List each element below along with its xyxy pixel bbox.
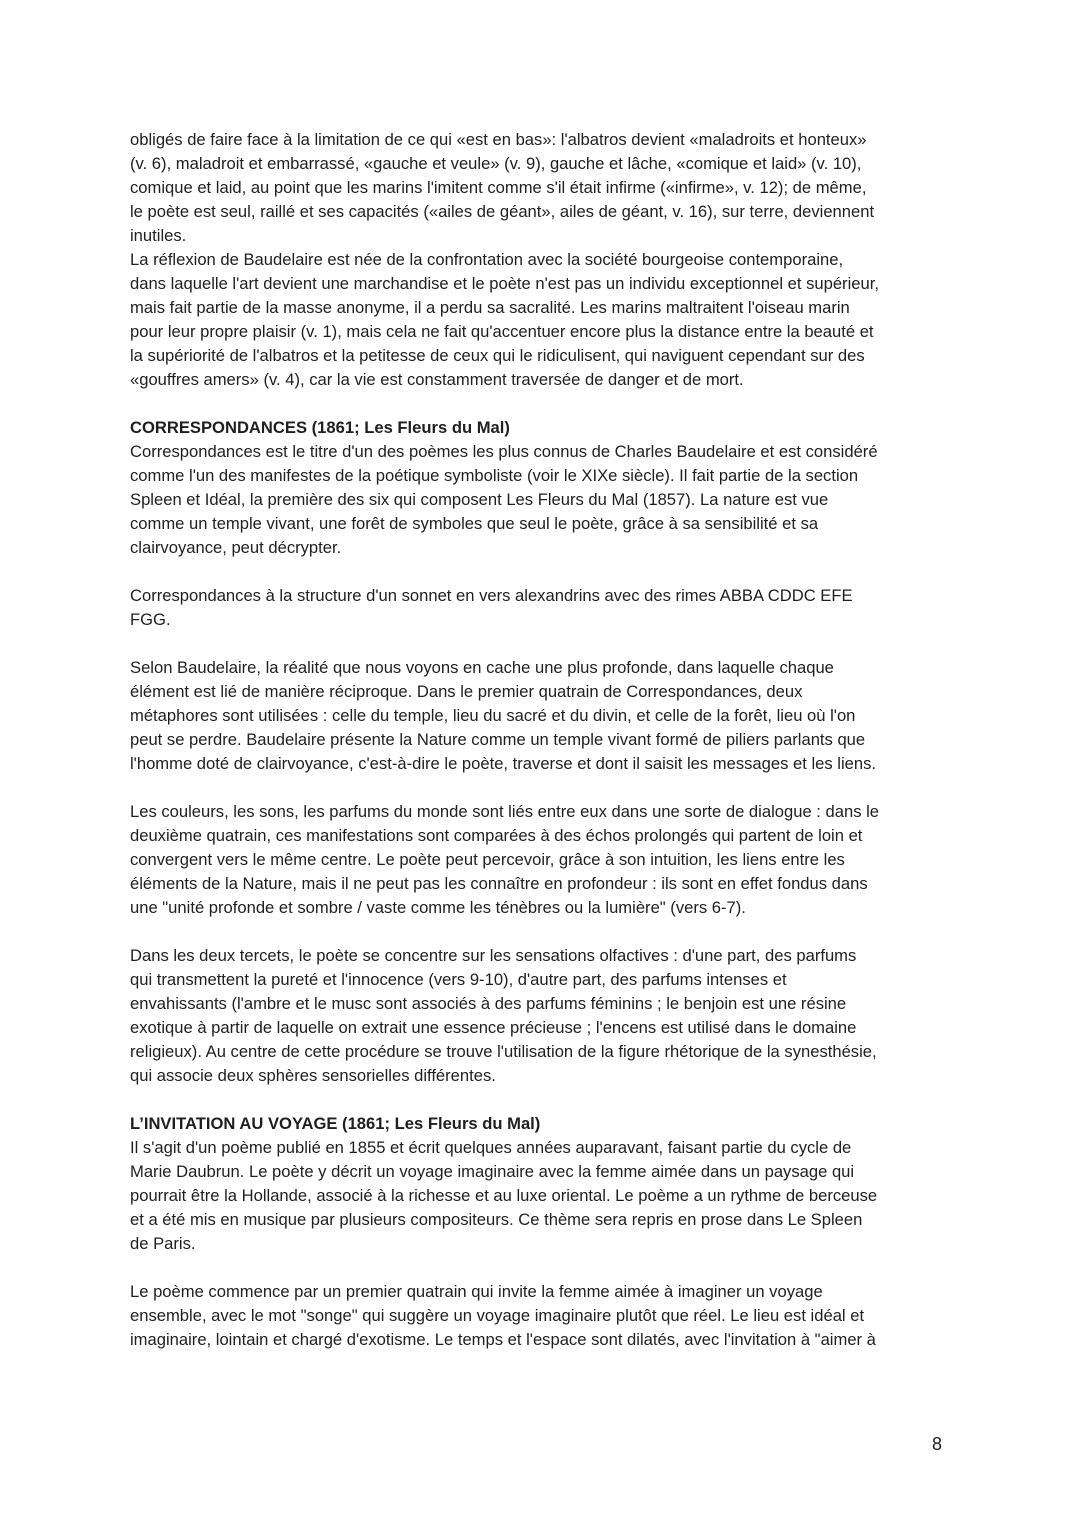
text-line: envahissants (l'ambre et le musc sont associés à des parfums féminins ; le benjoin est une résine — [130, 994, 847, 1013]
text-line: métaphores sont utilisées : celle du temple, lieu du sacré et du divin, et celle de la forêt, lieu où l'on — [130, 706, 856, 725]
text-line: exotique à partir de laquelle on extrait une essence précieuse ; l'encens est utilisé dans le domaine — [130, 1018, 857, 1037]
paragraph — [130, 944, 952, 1088]
paragraph — [130, 1280, 952, 1352]
text-line: obligés de faire face à la limitation de ce qui «est en bas»: l'albatros devient «maladroits et honteux» — [130, 130, 867, 149]
paragraph-spacer — [130, 632, 952, 656]
document-body — [130, 128, 952, 1352]
text-line: Dans les deux tercets, le poète se concentre sur les sensations olfactives : d'une part, des parfums — [130, 946, 857, 965]
text-line: une "unité profonde et sombre / vaste comme les ténèbres ou la lumière" (vers 6-7). — [130, 898, 746, 917]
text-line: Les couleurs, les sons, les parfums du monde sont liés entre eux dans une sorte de dialogue : dans le — [130, 802, 880, 821]
text-line: pour leur propre plaisir (v. 1), mais cela ne fait qu'accentuer encore plus la distance entre la beauté et — [130, 322, 874, 341]
section-heading: L’INVITATION AU VOYAGE (1861; Les Fleurs du Mal) — [130, 1114, 541, 1133]
text-line: convergent vers le même centre. Le poète peut percevoir, grâce à son intuition, les liens entre les — [130, 850, 845, 869]
paragraph-spacer — [130, 1088, 952, 1112]
text-line: inutiles. — [130, 226, 187, 245]
text-line: Le poème commence par un premier quatrain qui invite la femme aimée à imaginer un voyage — [130, 1282, 823, 1301]
text-line: qui associe deux sphères sensorielles différentes. — [130, 1066, 496, 1085]
text-line: pourrait être la Hollande, associé à la richesse et au luxe oriental. Le poème a un rythme de berceuse — [130, 1186, 878, 1205]
text-line: comme un temple vivant, une forêt de symboles que seul le poète, grâce à sa sensibilité et sa — [130, 514, 819, 533]
text-line: élément est lié de manière réciproque. Dans le premier quatrain de Correspondances, deux — [130, 682, 803, 701]
text-line: mais fait partie de la masse anonyme, il a perdu sa sacralité. Les marins maltraitent l'oiseau marin — [130, 298, 850, 317]
text-line: l'homme doté de clairvoyance, c'est-à-dire le poète, traverse et dont il saisit les messages et les liens. — [130, 754, 877, 773]
page-number: 8 — [932, 1434, 943, 1454]
text-line: clairvoyance, peut décrypter. — [130, 538, 342, 557]
text-line: de Paris. — [130, 1234, 196, 1253]
paragraph-spacer — [130, 560, 952, 584]
section-heading: CORRESPONDANCES (1861; Les Fleurs du Mal) — [130, 418, 510, 437]
text-line: Il s'agit d'un poème publié en 1855 et écrit quelques années auparavant, faisant partie du cycle de — [130, 1138, 852, 1157]
paragraph — [130, 128, 952, 392]
text-line: Correspondances est le titre d'un des poèmes les plus connus de Charles Baudelaire et est considéré — [130, 442, 878, 461]
text-line: peut se perdre. Baudelaire présente la Nature comme un temple vivant formé de piliers parlants que — [130, 730, 866, 749]
text-line: le poète est seul, raillé et ses capacités («ailes de géant», ailes de géant, v. 16), sur terre, deviennent — [130, 202, 875, 221]
paragraph — [130, 800, 952, 920]
paragraph — [130, 440, 952, 560]
text-line: La réflexion de Baudelaire est née de la confrontation avec la société bourgeoise contemporaine, — [130, 250, 844, 269]
text-line: FGG. — [130, 610, 171, 629]
text-line: Marie Daubrun. Le poète y décrit un voyage imaginaire avec la femme aimée dans un paysage qui — [130, 1162, 855, 1181]
paragraph-spacer — [130, 776, 952, 800]
text-line: religieux). Au centre de cette procédure se trouve l'utilisation de la figure rhétorique de la synesthésie, — [130, 1042, 877, 1061]
text-line: Spleen et Idéal, la première des six qui composent Les Fleurs du Mal (1857). La nature est vue — [130, 490, 829, 509]
text-line: dans laquelle l'art devient une marchandise et le poète n'est pas un individu exceptionnel et supérieur, — [130, 274, 879, 293]
text-line: la supériorité de l'albatros et la petitesse de ceux qui le ridiculisent, qui naviguent cependant sur des — [130, 346, 865, 365]
text-line: imaginaire, lointain et chargé d'exotisme. Le temps et l'espace sont dilatés, avec l'invitation à "aimer à — [130, 1330, 876, 1349]
paragraph — [130, 656, 952, 776]
paragraph-spacer — [130, 392, 952, 416]
text-line: éléments de la Nature, mais il ne peut pas les connaître en profondeur : ils sont en effet fondus dans — [130, 874, 868, 893]
text-line: comme l'un des manifestes de la poétique symboliste (voir le XIXe siècle). Il fait partie de la section — [130, 466, 859, 485]
text-line: (v. 6), maladroit et embarrassé, «gauche et veule» (v. 9), gauche et lâche, «comique et laid» (v. 10), — [130, 154, 862, 173]
paragraph-spacer — [130, 1256, 952, 1280]
paragraph-spacer — [130, 920, 952, 944]
text-line: comique et laid, au point que les marins l'imitent comme s'il était infirme («infirme», v. 12); de même, — [130, 178, 867, 197]
text-line: Correspondances à la structure d'un sonnet en vers alexandrins avec des rimes ABBA CDDC EFE — [130, 586, 853, 605]
paragraph — [130, 1136, 952, 1256]
text-line: ensemble, avec le mot "songe" qui suggère un voyage imaginaire plutôt que réel. Le lieu est idéal et — [130, 1306, 865, 1325]
text-line: qui transmettent la pureté et l'innocence (vers 9-10), d'autre part, des parfums intenses et — [130, 970, 787, 989]
text-line: «gouffres amers» (v. 4), car la vie est constamment traversée de danger et de mort. — [130, 370, 744, 389]
text-line: et a été mis en musique par plusieurs compositeurs. Ce thème sera repris en prose dans Le Spleen — [130, 1210, 863, 1229]
text-line: deuxième quatrain, ces manifestations sont comparées à des échos prolongés qui partent de loin et — [130, 826, 863, 845]
text-line: Selon Baudelaire, la réalité que nous voyons en cache une plus profonde, dans laquelle chaque — [130, 658, 834, 677]
paragraph — [130, 584, 952, 632]
